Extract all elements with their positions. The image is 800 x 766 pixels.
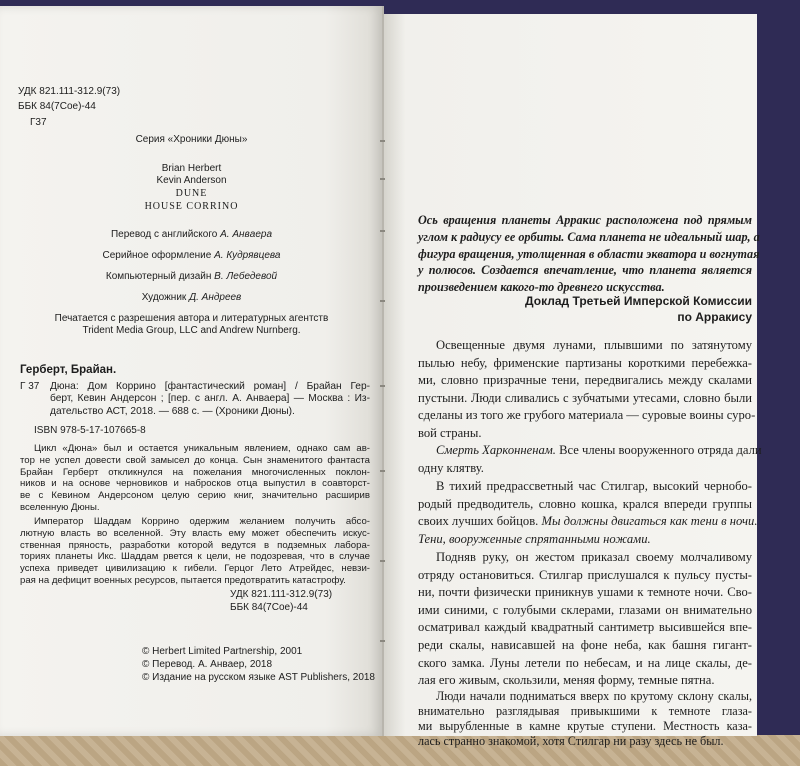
left-page <box>0 6 383 736</box>
catalog-line: Дюна: Дом Коррино [фантастический роман] / Брайан Гер- <box>50 381 370 392</box>
annotation-line: успеха приведет цивилизацию к гибели. Герцог Лето Атрейдес, невзи- <box>20 563 370 575</box>
epigraph <box>418 212 760 296</box>
text-line: внимательно разглядывая привыкшими к темноте глаза- <box>418 704 752 718</box>
text-line: Тени, вооруженные спрятанными ножами. <box>418 531 651 546</box>
text-line: Люди начали подниматься вверх по крутому склону скалы, <box>436 689 752 703</box>
paragraph-5 <box>418 689 752 749</box>
stitch <box>380 140 385 142</box>
stitch <box>380 300 385 302</box>
stitch <box>380 178 385 180</box>
annotation-1 <box>20 443 370 514</box>
author-mark: Г37 <box>30 117 47 128</box>
text-line: ими синими, с голубыми склерами, глазами он внимательно <box>418 602 752 617</box>
copyright-1: © Herbert Limited Partnership, 2001 <box>142 646 303 657</box>
text-line: лась странно знакомой, хотя Стилгар ни разу здесь не был. <box>418 734 724 748</box>
computer-design-credit: Компьютерный дизайн В. Лебедевой <box>105 271 278 282</box>
copyright-3: © Издание на русском языке AST Publishers, 2018 <box>142 672 375 683</box>
copyright-2: © Перевод. А. Анваер, 2018 <box>142 659 273 670</box>
stitch <box>380 470 385 472</box>
text-line: лая его живым, скользили, меняя форму, темные пятна. <box>418 673 715 688</box>
epigraph-line: у полюсов. Создается впечатление, что планета является <box>418 263 752 278</box>
paragraph-4 <box>418 549 752 690</box>
catalog-entry <box>50 381 370 418</box>
permission-line-2: Trident Media Group, LLC and Andrew Nurnberg. <box>82 325 301 336</box>
annotation-line: Цикл «Дюна» был и остается уникальным явлением, однако сам ав- <box>34 443 370 454</box>
stitch <box>380 640 385 642</box>
annotation-line: Брайан Герберт откликнулся на пожелания многочисленных поклон- <box>20 466 370 478</box>
annotation-line: тор не успел довести свой замысел до конца. Сын знаменитого фантаста <box>20 454 370 466</box>
text-line: В тихий предрассветный час Стилгар, высокий чернобо- <box>436 479 752 493</box>
epigraph-line: углом к радиусу ее орбиты. Сама планета не идеальный шар, а <box>418 229 760 244</box>
text-line: Подняв руку, он жестом приказал своему молчаливому <box>436 550 752 564</box>
paragraph-1 <box>418 337 756 443</box>
text-line: вой страны. <box>418 425 482 440</box>
bbk-code: ББК 84(7Сое)-44 <box>18 101 96 112</box>
epigraph-line: произведением какого-то древнего искусства. <box>418 280 665 295</box>
text-line: реди скалы, нависавшей на фоне неба, как башня гигант- <box>418 637 752 652</box>
text-line: ского замка. Луны летели по небесам, и на лице скалы, де- <box>418 655 752 670</box>
paragraph-3 <box>418 478 758 548</box>
annotation-line: ников и на основе черновиков и набросков отца выпустил в соавторст- <box>20 478 370 490</box>
series-name: Серия «Хроники Дюны» <box>135 134 248 145</box>
text-line: ми вырубленные в камне крутые ступени. Местность каза- <box>418 719 752 733</box>
epigraph-line: Ось вращения планеты Арракис расположена под прямым <box>418 213 752 227</box>
text-line: одну клятву. <box>418 460 484 475</box>
annotation-line: ториях планеты Икс. Шаддам рвется к цели, не подозревая, что в случае <box>20 551 370 563</box>
bbk-code-repeat: ББК 84(7Сое)-44 <box>230 602 308 613</box>
catalog-code: Г 37 <box>20 381 40 392</box>
annotation-line: вселенную Дюны. <box>20 501 100 513</box>
text-line: осматривал каждый квадратный сантиметр высившейся впе- <box>418 620 752 635</box>
paragraph-2 <box>418 442 762 477</box>
text-line: Смерть Харконненам. Все члены вооруженного отряда дали <box>436 443 762 457</box>
text-line: пылью небу, фрименские партизаны короткими перебежка- <box>418 355 752 370</box>
text-line: ни, почти физически приникнув ушами к темноте ночи. Сво- <box>418 585 752 600</box>
text-line: пустыни. Люди сливались с зубчатыми утесами, словно были <box>418 390 752 405</box>
catalog-line: берт, Кевин Андерсон ; [пер. с англ. А. Анваера] — Москва : Из- <box>50 393 370 405</box>
permission-line-1: Печатается с разрешения автора и литературных агентств <box>54 313 329 324</box>
book-spine <box>382 6 384 736</box>
text-line: ми, словно призрачные тени, передвигались между скалами <box>418 373 752 388</box>
text-line: отряду остановиться. Стилгар прислушался к пульсу пусты- <box>418 567 752 582</box>
original-title-2: HOUSE CORRINO <box>144 201 239 212</box>
author-2: Kevin Anderson <box>156 175 227 186</box>
stitch <box>380 560 385 562</box>
catalog-line: дательство АСТ, 2018. — 688 с. — (Хроники Дюны). <box>50 405 295 417</box>
catalog-author: Герберт, Брайан. <box>20 364 117 376</box>
translation-credit: Перевод с английского А. Анвaера <box>110 229 273 240</box>
text-line: своих лучших бойцов. Мы должны двигаться как тени в ночи. <box>418 514 758 529</box>
text-line: Освещенные двумя лунами, плывшими по затянутому <box>436 338 752 352</box>
udk-code-repeat: УДК 821.111-312.9(73) <box>230 589 333 600</box>
stitch <box>380 385 385 387</box>
epigraph-line: фигура вращения, утолщенная в области экватора и вогнутая <box>418 246 760 261</box>
annotation-line: ственная пряность, разработки которой ведутся в подземных лабора- <box>20 539 370 551</box>
annotation-line: Император Шаддам Коррино одержим желанием получить абсо- <box>34 516 370 527</box>
annotation-2 <box>20 516 370 587</box>
epigraph-source-2: по Арракису <box>677 310 752 324</box>
original-title-1: DUNE <box>175 188 208 199</box>
annotation-line: рая на дефицит военных ресурсов, пытается предотвратить катастрофу. <box>20 574 346 586</box>
annotation-line: лютную власть во вселенной. Эту власть ему может обеспечить искус- <box>20 527 370 539</box>
udk-code: УДК 821.111-312.9(73) <box>18 86 121 97</box>
annotation-line: ве с Кевином Андерсоном целую серию книг, значительно расширив <box>20 490 370 502</box>
stitch <box>380 230 385 232</box>
isbn: ISBN 978-5-17-107665-8 <box>34 425 146 436</box>
series-design-credit: Серийное оформление А. Кудрявцева <box>102 250 281 261</box>
text-line: сделаны из того же грубого материала — суровые воины суро- <box>418 408 756 423</box>
artist-credit: Художник Д. Андреев <box>141 292 242 303</box>
epigraph-source-1: Доклад Третьей Имперской Комиссии <box>525 294 752 308</box>
text-line: родый предводитель, словно кошка, крался впереди группы <box>418 496 752 511</box>
author-1: Brian Herbert <box>161 163 222 174</box>
